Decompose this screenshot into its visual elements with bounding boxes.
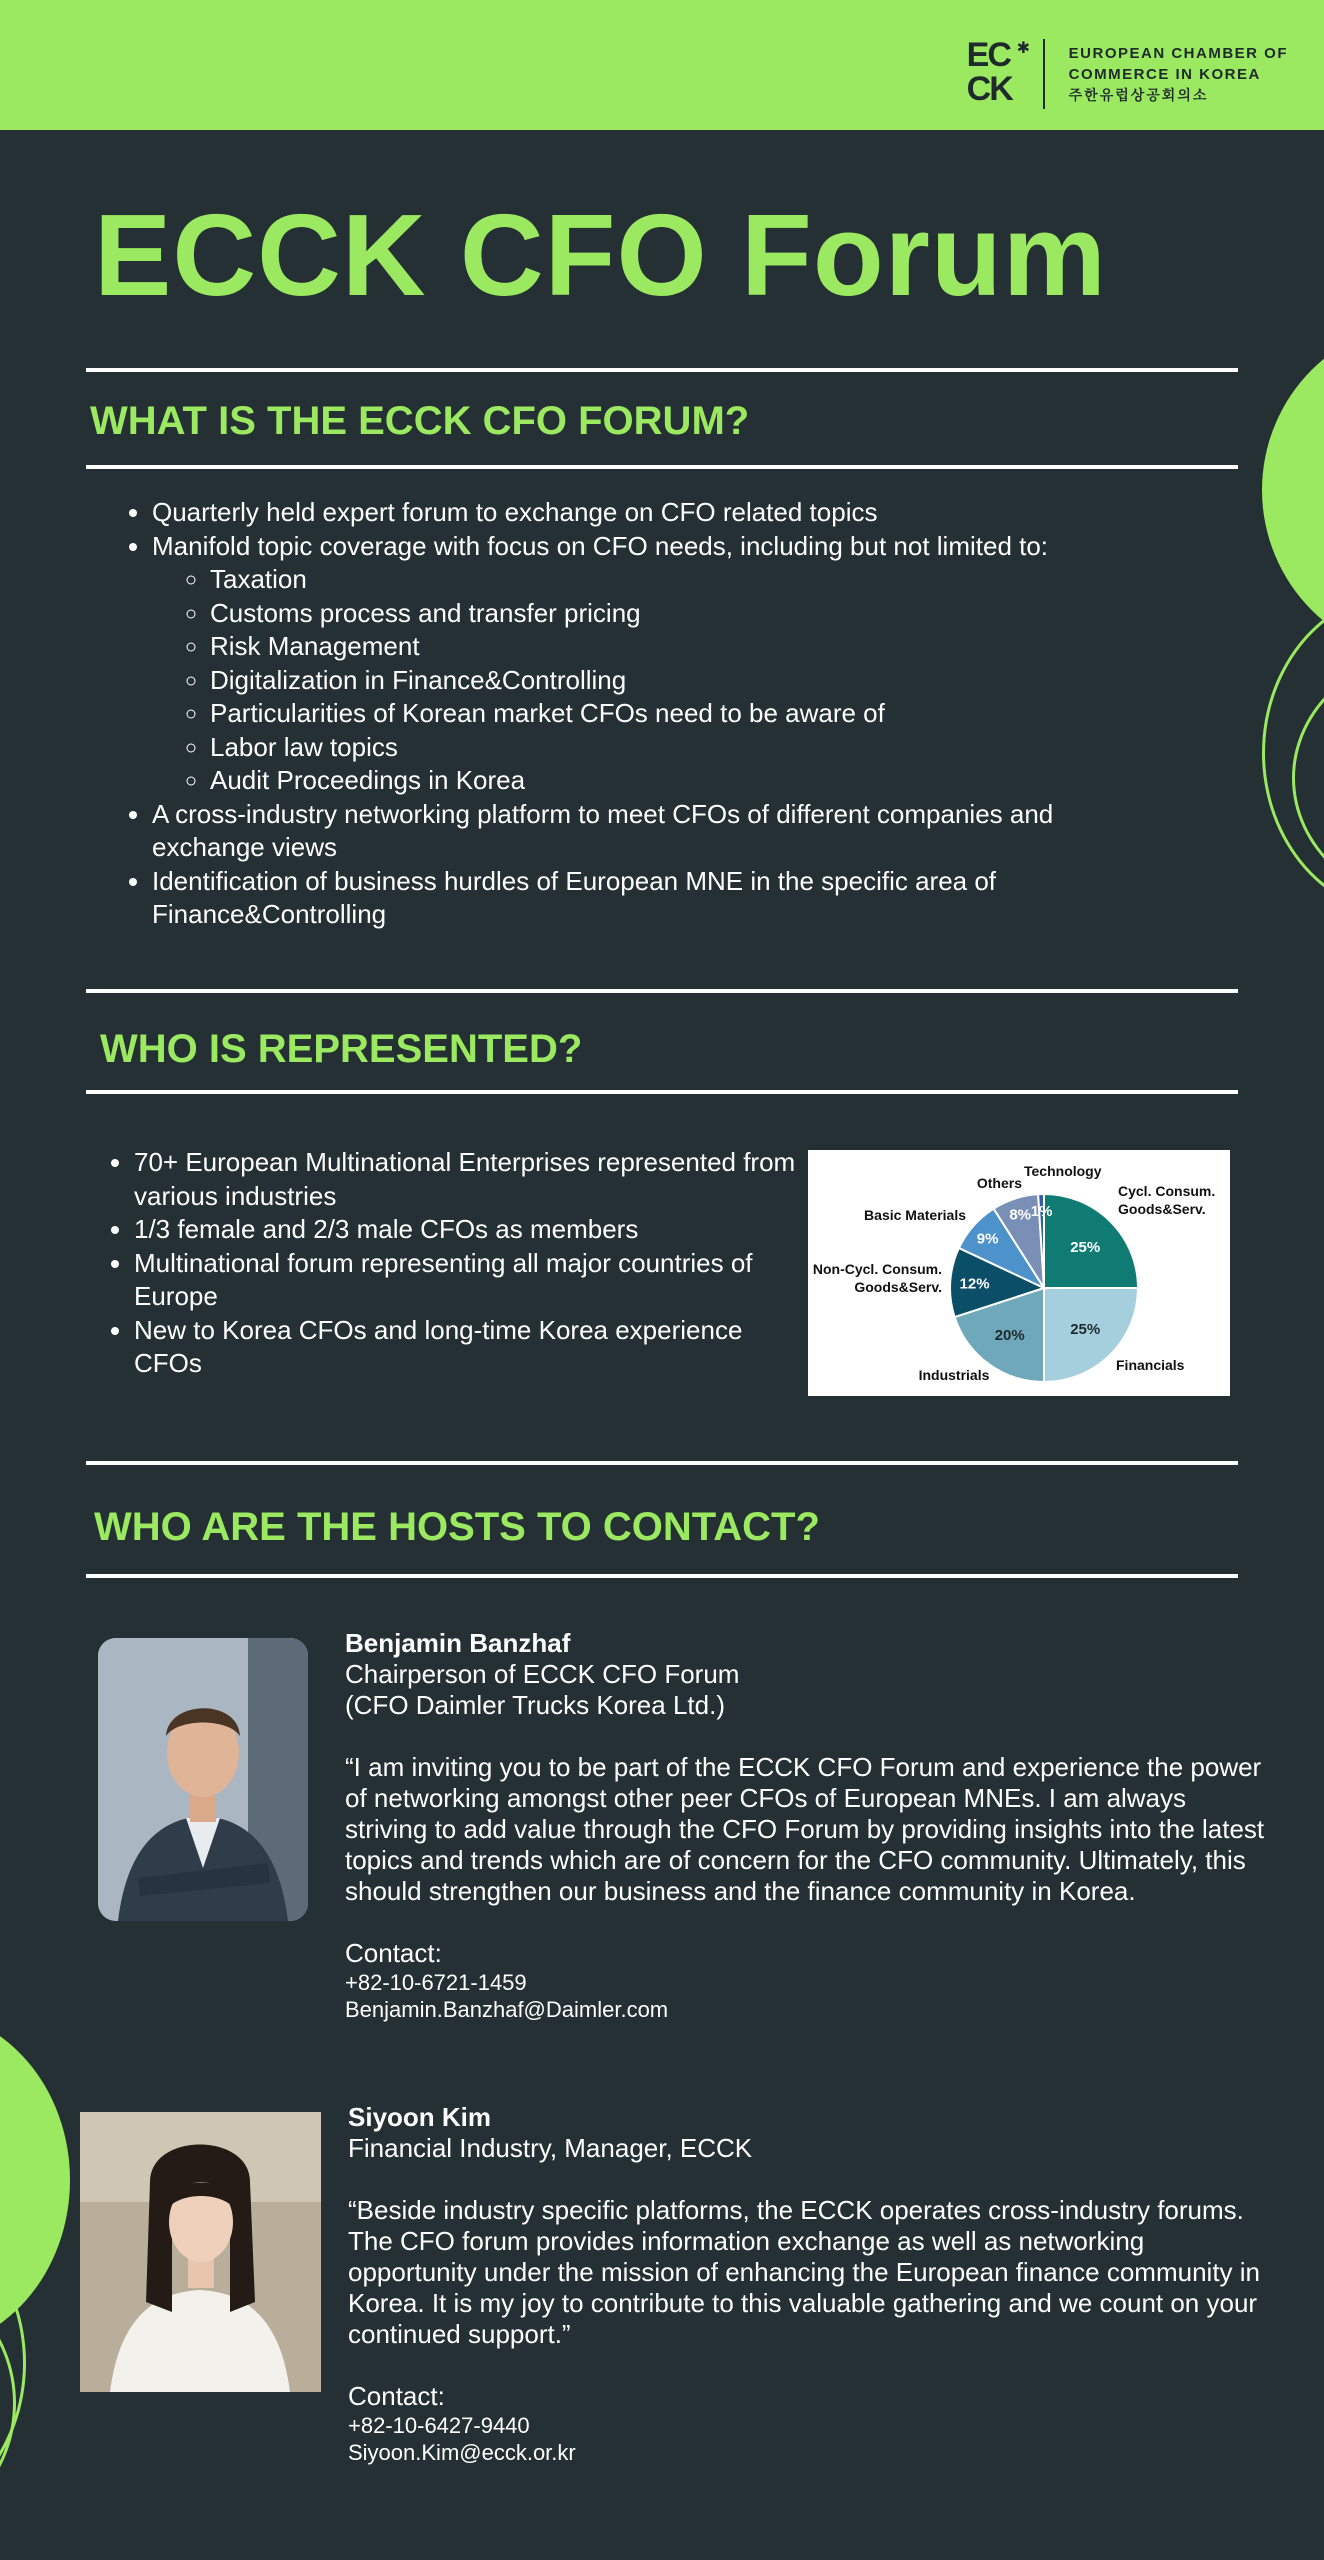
list-item: • 70+ European Multinational Enterprises represented from various industries (134, 1146, 814, 1213)
contact-label: Contact: (348, 2381, 445, 2411)
industry-pie-chart (808, 1150, 1230, 1396)
logo-org-name: EUROPEAN CHAMBER OF COMMERCE IN KOREA 주한유럽상공회의소 (1068, 44, 1288, 103)
list-item: • Multinational forum representing all major countries of Europe (134, 1247, 814, 1314)
logo-divider (1043, 39, 1045, 109)
who-list (94, 1146, 814, 1381)
list-item: ◦ Labor law topics (210, 731, 1152, 765)
pie-category-label: Technology (1024, 1163, 1102, 1179)
host-role: Financial Industry, Manager, ECCK (348, 2133, 753, 2163)
list-item: • 1/3 female and 2/3 male CFOs as members (134, 1213, 814, 1247)
pie-category-label: Financials (1116, 1357, 1185, 1373)
pie-category-label: Others (976, 1175, 1022, 1191)
host-photo-benjamin (98, 1638, 308, 1921)
list-item: ◦ Taxation (210, 563, 1152, 597)
pie-category-label: Non-Cycl. Consum. Goods&Serv. (812, 1261, 942, 1295)
section-divider (86, 1090, 1238, 1094)
list-item: • New to Korea CFOs and long-time Korea experience CFOs (134, 1314, 814, 1381)
host-name: Benjamin Banzhaf (345, 1628, 571, 1658)
section-heading-what: WHAT IS THE ECCK CFO FORUM? (90, 399, 750, 443)
pie-value-label: 20% (994, 1327, 1025, 1345)
host-name: Siyoon Kim (348, 2102, 492, 2132)
list-item: ◦ Digitalization in Finance&Controlling (210, 664, 1152, 698)
list-item: • A cross-industry networking platform to meet CFOs of different companies and exchange views (152, 798, 1152, 865)
contact-label: Contact: (345, 1938, 442, 1968)
list-item: ◦ Audit Proceedings in Korea (210, 764, 1152, 798)
pie-value-label: 12% (959, 1275, 990, 1293)
section-divider (86, 465, 1238, 469)
pie-value-label: 1% (1030, 1202, 1053, 1220)
list-item: • Manifold topic coverage with focus on CFO needs, including but not limited to: ◦ Taxation ◦ Customs process and transfer pricing ◦ Risk Management ◦ Digitalization in Finance&Controlling ◦ Particularities of Korean market CFOs need to be aware of ◦ Labor law topics ◦ Audit Proceedings in Korea (152, 530, 1152, 798)
pie-value-label: 9% (976, 1230, 999, 1248)
host-role: Chairperson of ECCK CFO Forum (345, 1659, 740, 1689)
section-divider (86, 989, 1238, 993)
host-quote: “Beside industry specific platforms, the ECCK operates cross-industry forums. The CFO forum provides information exchange as well as networking opportunity under the mission of enhancing the European finance community in Korea. It is my joy to contribute to this valuable gathering and we count on your continued support.” (348, 2195, 1261, 2349)
contact-phone[interactable]: +82-10-6721-1459 (345, 1970, 527, 1995)
page-title: ECCK CFO Forum (94, 190, 1107, 320)
contact-email[interactable]: Benjamin.Banzhaf@Daimler.com (345, 1997, 669, 2022)
host-card-benjamin (345, 1628, 1265, 2023)
logo-mark: EC CK ✱ (967, 38, 1031, 110)
decorative-circle (1262, 320, 1324, 660)
host-quote: “I am inviting you to be part of the ECCK CFO Forum and experience the power of networking amongst other peer CFOs of European MNEs. I am always striving to add value through the CFO Forum by providing insights into the latest topics and trends which are of concern for the CFO community. Ultimately, this should strengthen our business and the finance community in Korea. (345, 1752, 1265, 1906)
section-divider (86, 368, 1238, 372)
host-photo-siyoon (80, 2112, 321, 2392)
pie-value-label: 25% (1070, 1238, 1101, 1256)
section-divider (86, 1461, 1238, 1465)
ecck-logo[interactable] (967, 34, 1288, 114)
section-divider (86, 1574, 1238, 1578)
host-company: (CFO Daimler Trucks Korea Ltd.) (345, 1690, 725, 1720)
topic-sublist (152, 563, 1152, 798)
list-item: ◦ Risk Management (210, 630, 1152, 664)
contact-email[interactable]: Siyoon.Kim@ecck.or.kr (348, 2440, 576, 2465)
section-heading-hosts: WHO ARE THE HOSTS TO CONTACT? (94, 1505, 820, 1549)
pie-value-label: 8% (1009, 1206, 1032, 1224)
contact-phone[interactable]: +82-10-6427-9440 (348, 2413, 530, 2438)
pie-category-label: Industrials (918, 1367, 990, 1383)
list-item: • Quarterly held expert forum to exchange on CFO related topics (152, 496, 1152, 530)
section-heading-who: WHO IS REPRESENTED? (100, 1027, 583, 1071)
header-bar (0, 0, 1324, 130)
pie-chart-svg (808, 1150, 1230, 1396)
pie-value-label: 25% (1070, 1321, 1101, 1339)
what-list (112, 496, 1152, 932)
pie-category-label: Basic Materials (864, 1207, 966, 1223)
host-card-siyoon (348, 2102, 1268, 2466)
list-item: ◦ Customs process and transfer pricing (210, 597, 1152, 631)
pie-category-label: Cycl. Consum. Goods&Serv. (1118, 1183, 1216, 1217)
star-icon: ✱ (1016, 40, 1029, 57)
list-item: • Identification of business hurdles of European MNE in the specific area of Finance&Controlling (152, 865, 1152, 932)
list-item: ◦ Particularities of Korean market CFOs need to be aware of (210, 697, 1152, 731)
